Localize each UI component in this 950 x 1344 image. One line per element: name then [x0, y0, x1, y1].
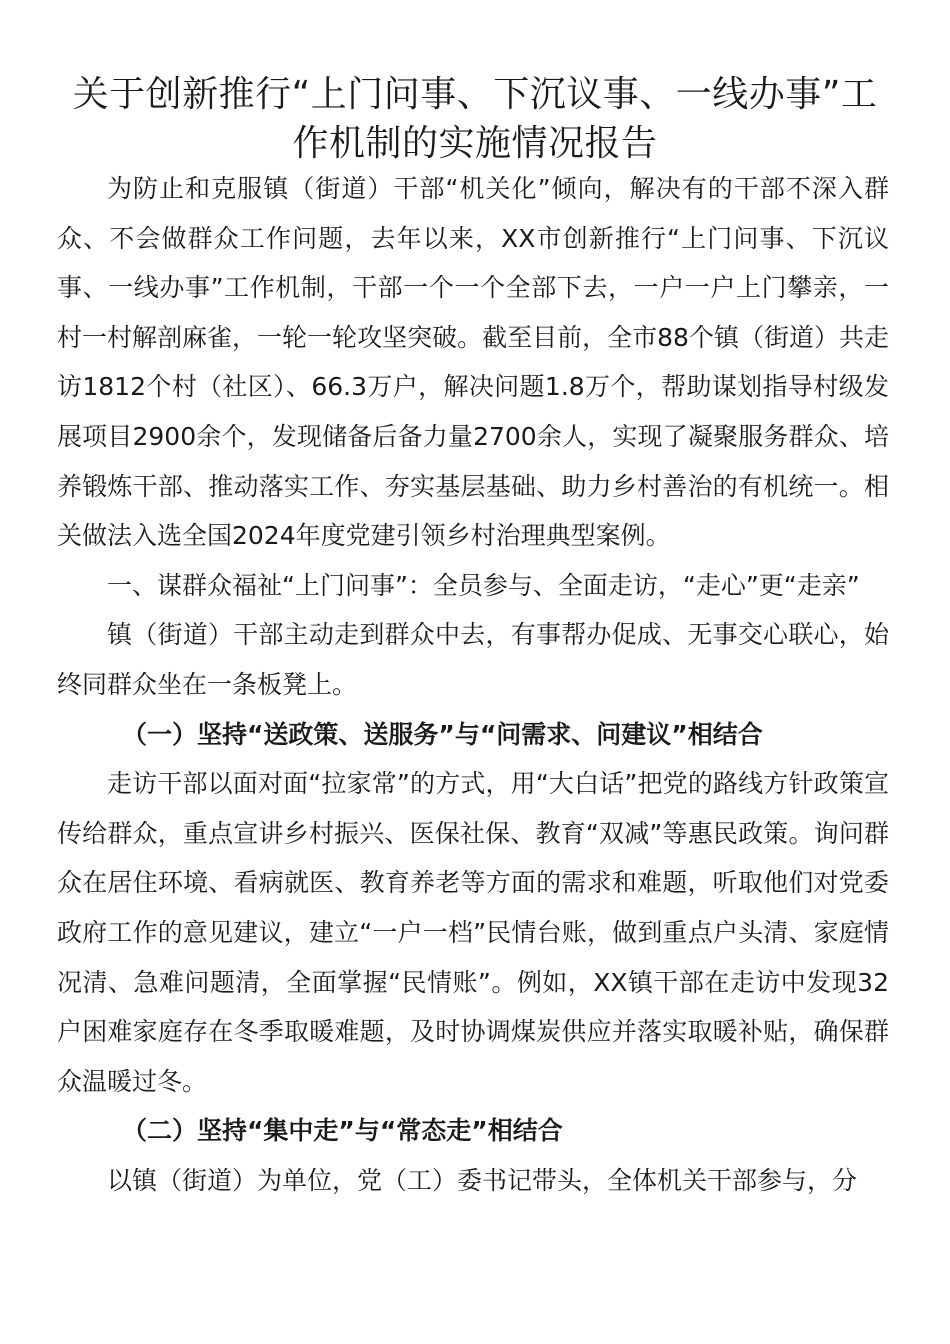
subsection-heading: （二）坚持“集中走”与“常态走”相结合 [122, 1116, 563, 1146]
intro-paragraph: 为防止和克服镇（街道）干部“机关化”倾向，解决有的干部不深入群众、不会做群众工作问题，去年以来，XX市创新推行“上门问事、下沉议事、一线办事”工作机制，干部一个一个全部下去，一户一户上门攀亲，一村一村解剖麻雀，一轮一轮攻坚突破。截至目前，全市88个镇（街道）共走访1812个村（社区）、66.3万户，解决问题1.8万个，帮助谋划指导村级发展项目2900余个，发现储备后备力量2700余人，实现了凝聚服务群众、培养锻炼干部、推动落实工作、夯实基层基础、助力乡村善治的有机统一。相关做法入选全国2024年度党建引领乡村治理典型案例。 [57, 174, 889, 551]
body-paragraph: 走访干部以面对面“拉家常”的方式，用“大白话”把党的路线方针政策宣传给群众，重点宣讲乡村振兴、医保社保、教育“双减”等惠民政策。询问群众在居住环境、看病就医、教育养老等方面的需求和难题，听取他们对党委政府工作的意见建议，建立“一户一档”民情台账，做到重点户头清、家庭情况清、急难问题清，全面掌握“民情账”。例如，XX镇干部在走访中发现32户困难家庭存在冬季取暖难题，及时协调煤炭供应并落实取暖补贴，确保群众温暖过冬。 [57, 769, 889, 1096]
document-title: 关于创新推行“上门问事、下沉议事、一线办事”工作机制的实施情况报告 [72, 74, 878, 164]
section-heading: 一、谋群众福祉“上门问事”：全员参与、全面走访，“走心”更“走亲” [107, 570, 860, 600]
subsection-heading: （一）坚持“送政策、送服务”与“问需求、问建议”相结合 [122, 719, 763, 749]
section-intro-paragraph: 镇（街道）干部主动走到群众中去，有事帮办促成、无事交心联心，始终同群众坐在一条板凳上。 [57, 620, 889, 699]
document-body [57, 164, 889, 1205]
body-paragraph: 以镇（街道）为单位，党（工）委书记带头，全体机关干部参与，分 [107, 1165, 858, 1195]
